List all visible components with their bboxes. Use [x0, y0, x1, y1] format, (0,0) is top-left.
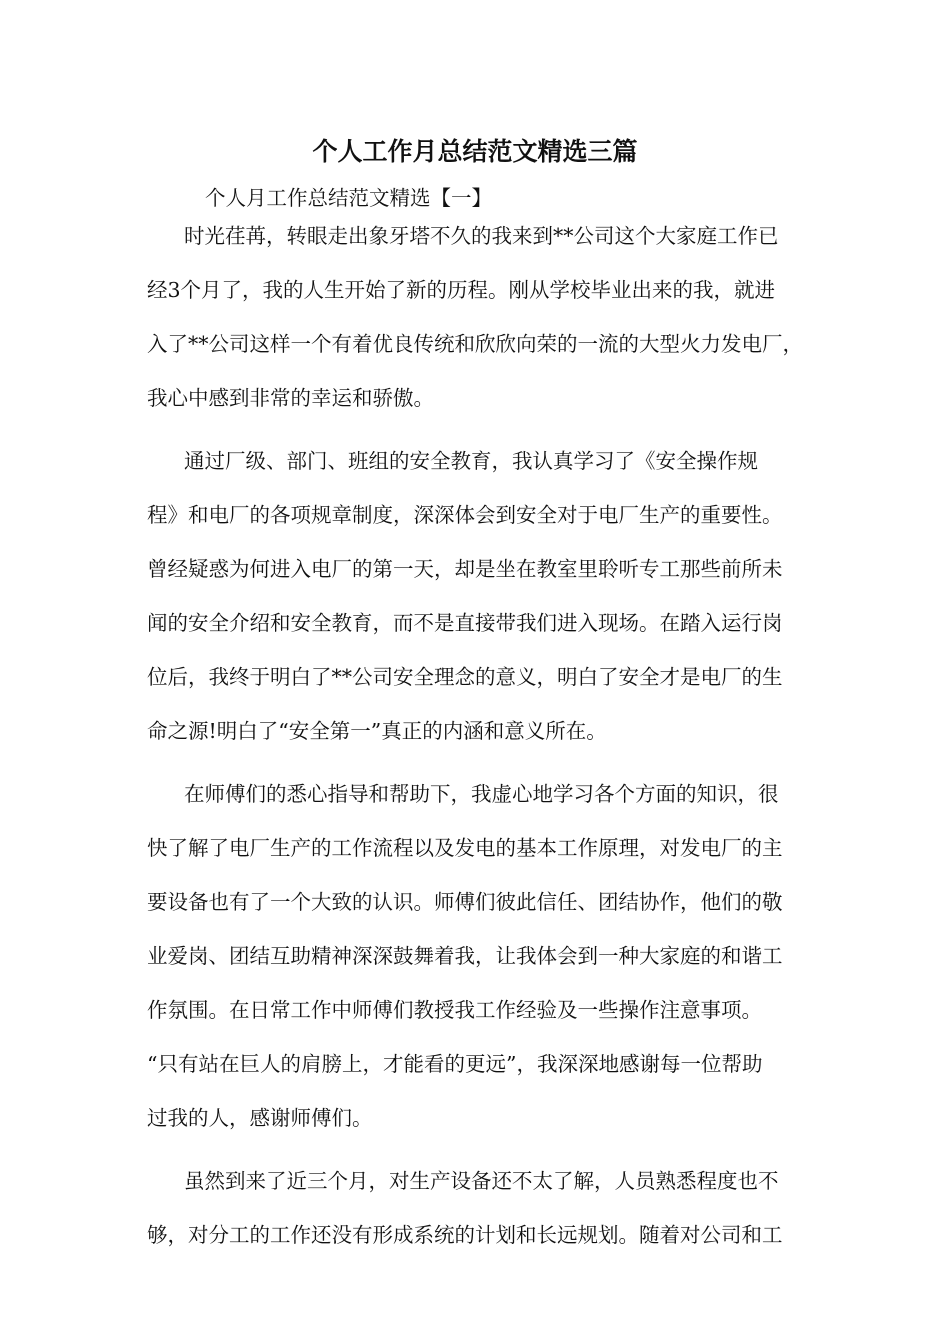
- paragraph-line: 命之源!明白了“安全第一”真正的内涵和意义所在。: [147, 719, 607, 743]
- paragraph-line: 要设备也有了一个大致的认识。师傅们彼此信任、团结协作，他们的敬: [147, 890, 783, 914]
- paragraph-line: 程》和电厂的各项规章制度，深深体会到安全对于电厂生产的重要性。: [147, 503, 783, 527]
- paragraph-line: 在师傅们的悉心指导和帮助下，我虚心地学习各个方面的知识，很: [184, 782, 779, 806]
- paragraph-line: 作氛围。在日常工作中师傅们教授我工作经验及一些操作注意事项。: [147, 998, 762, 1022]
- paragraph-line: 我心中感到非常的幸运和骄傲。: [147, 386, 434, 410]
- paragraph-line: 时光荏苒，转眼走出象牙塔不久的我来到**公司这个大家庭工作已: [184, 224, 779, 248]
- paragraph-line: 曾经疑惑为何进入电厂的第一天，却是坐在教室里聆听专工那些前所未: [147, 557, 783, 581]
- document-title: 个人工作月总结范文精选三篇: [312, 137, 638, 166]
- paragraph-line: 够，对分工的工作还没有形成系统的计划和长远规划。随着对公司和工: [147, 1223, 783, 1247]
- paragraph-line: “只有站在巨人的肩膀上，才能看的更远”，我深深地感谢每一位帮助: [147, 1052, 763, 1076]
- paragraph-line: 业爱岗、团结互助精神深深鼓舞着我，让我体会到一种大家庭的和谐工: [147, 944, 783, 968]
- section-heading: 个人月工作总结范文精选【一】: [205, 186, 492, 210]
- paragraph-line: 过我的人，感谢师傅们。: [147, 1106, 373, 1130]
- paragraph-line: 位后，我终于明白了**公司安全理念的意义，明白了安全才是电厂的生: [147, 665, 783, 689]
- paragraph-line: 经3个月了，我的人生开始了新的历程。刚从学校毕业出来的我，就进: [147, 278, 776, 302]
- paragraph-line: 虽然到来了近三个月，对生产设备还不太了解，人员熟悉程度也不: [184, 1169, 779, 1193]
- paragraph-line: 闻的安全介绍和安全教育，而不是直接带我们进入现场。在踏入运行岗: [147, 611, 783, 635]
- paragraph-line: 通过厂级、部门、班组的安全教育，我认真学习了《安全操作规: [184, 449, 758, 473]
- paragraph-line: 入了**公司这样一个有着优良传统和欣欣向荣的一流的大型火力发电厂，: [147, 332, 803, 356]
- paragraph-line: 快了解了电厂生产的工作流程以及发电的基本工作原理，对发电厂的主: [147, 836, 783, 860]
